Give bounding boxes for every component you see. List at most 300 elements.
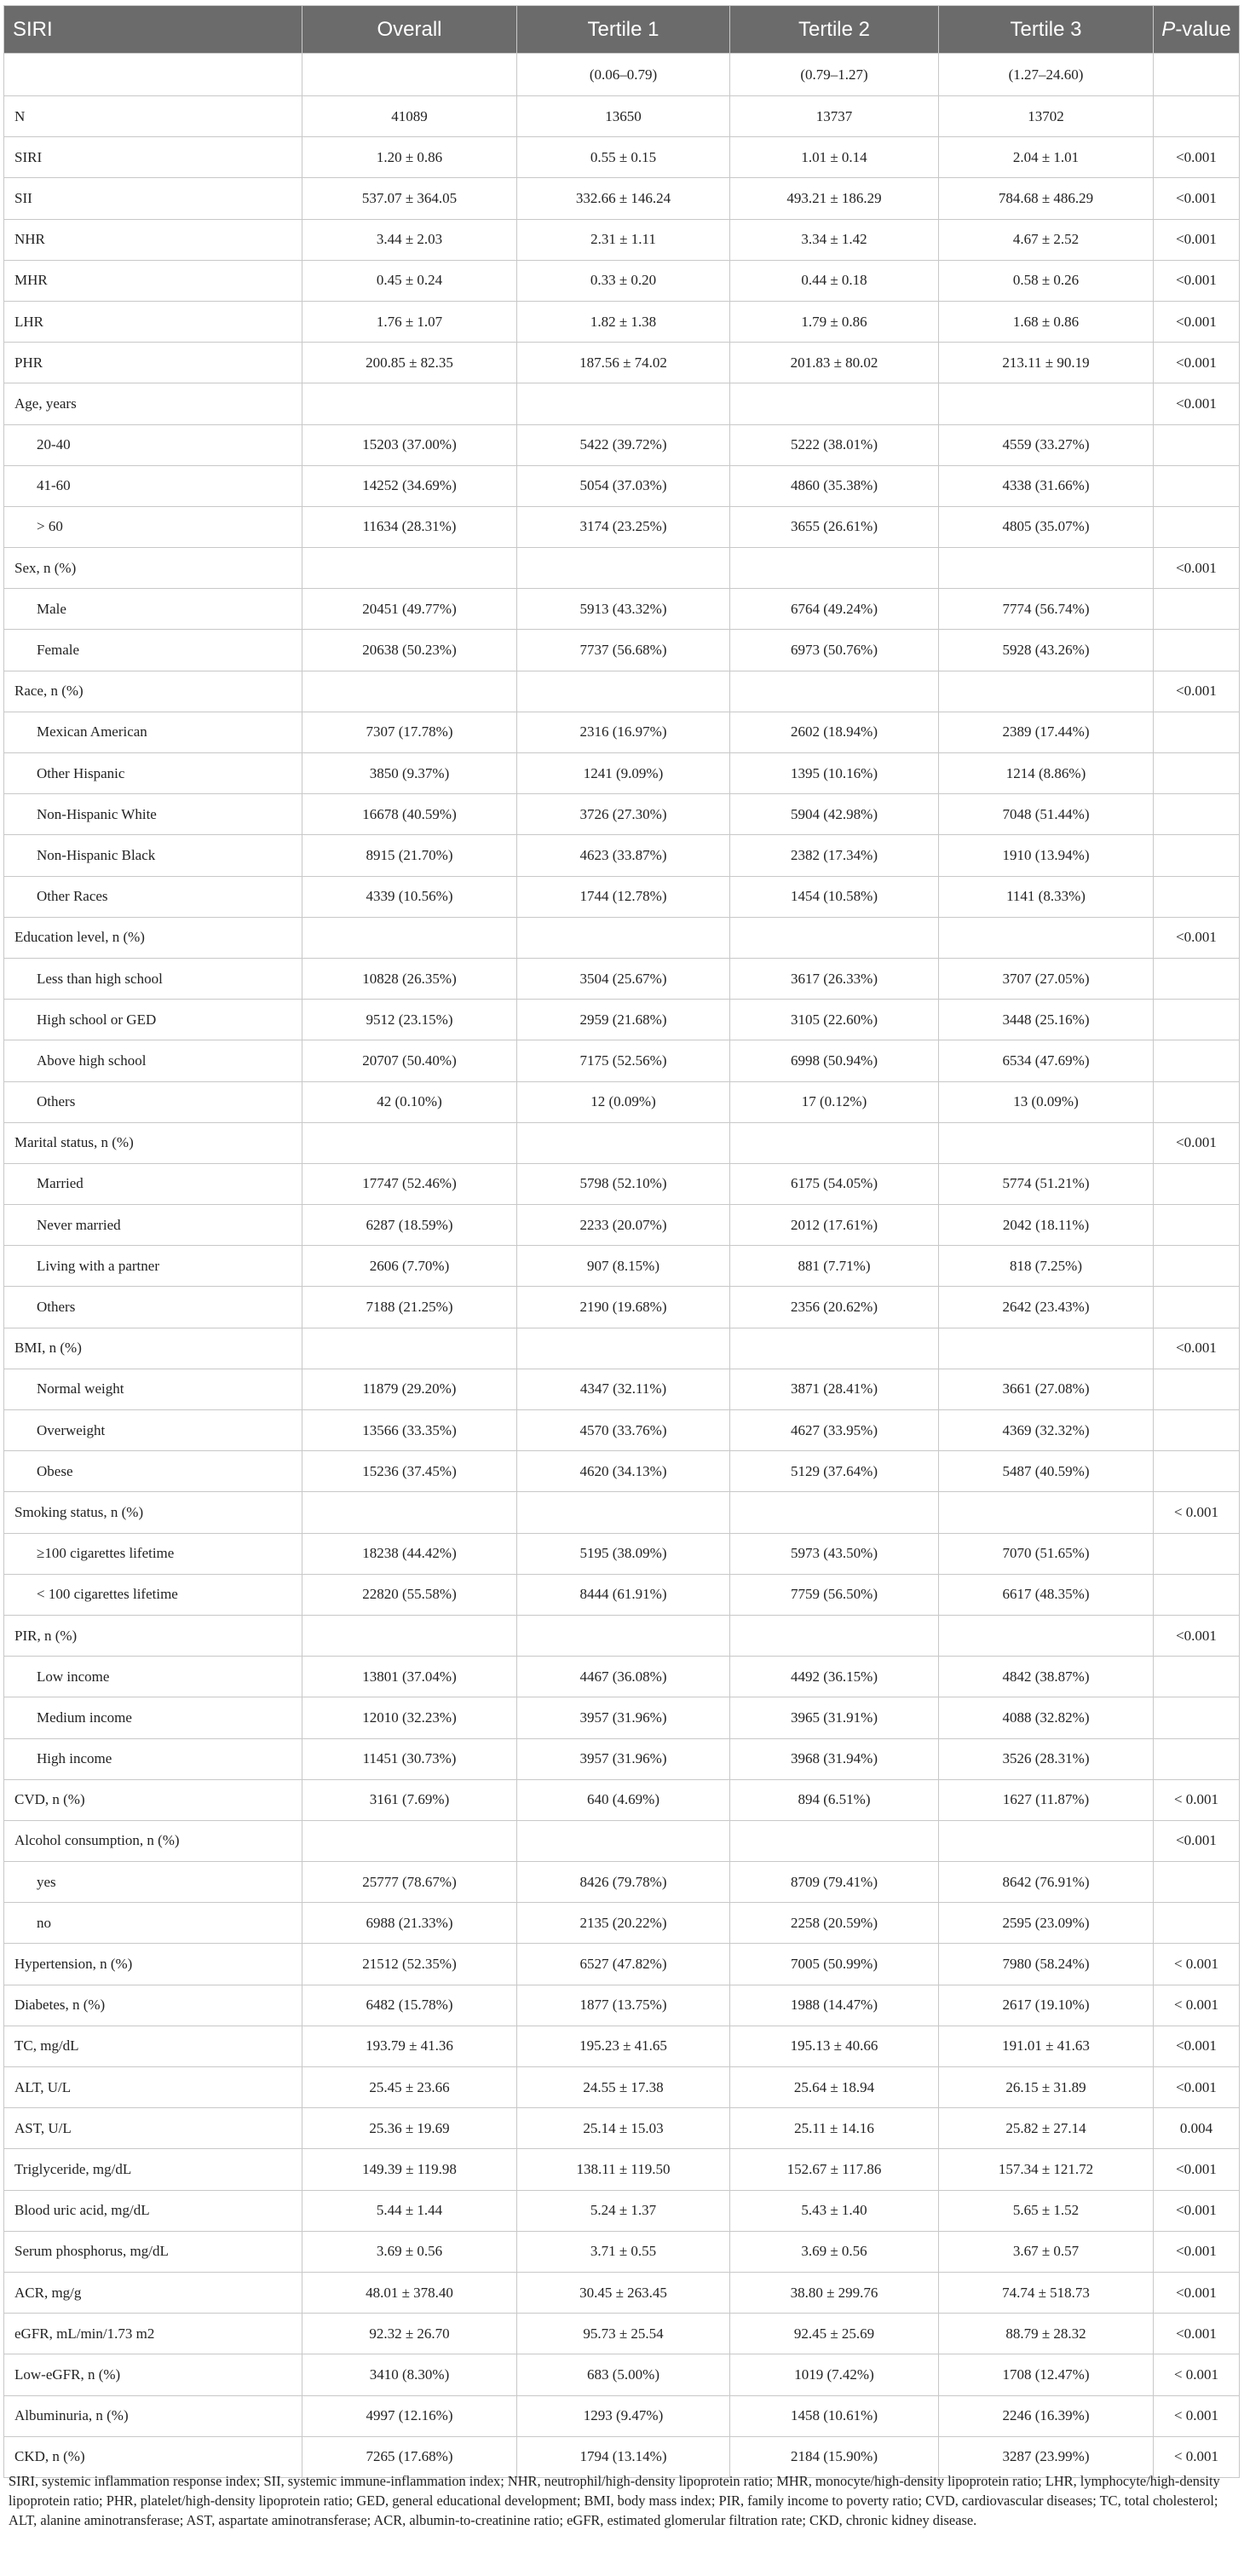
tertile-1-cell: 3957 (31.96%) [517, 1697, 730, 1738]
table-row [4, 1369, 1240, 1409]
tertile-2-cell [730, 1492, 939, 1533]
tertile-1-cell: 138.11 ± 119.50 [517, 2149, 730, 2190]
overall-cell: 2606 (7.70%) [302, 1246, 517, 1287]
overall-cell: 200.85 ± 82.35 [302, 343, 517, 383]
overall-cell: 25777 (78.67%) [302, 1862, 517, 1903]
row-label: ACR, mg/g [4, 2272, 302, 2313]
tertile-3-cell: 191.01 ± 41.63 [939, 2026, 1154, 2066]
tertile-2-cell: 4860 (35.38%) [730, 465, 939, 506]
p-value-cell [1154, 465, 1240, 506]
row-label: no [4, 1903, 302, 1944]
tertile-3-cell: 5928 (43.26%) [939, 630, 1154, 671]
table-row [4, 548, 1240, 589]
row-label: High income [4, 1738, 302, 1779]
table-row [4, 1000, 1240, 1040]
tertile-1-cell: 25.14 ± 15.03 [517, 2108, 730, 2149]
table-row [4, 178, 1240, 219]
p-value-cell: <0.001 [1154, 1615, 1240, 1656]
table-row [4, 1820, 1240, 1861]
tertile-3-cell: 2042 (18.11%) [939, 1205, 1154, 1246]
table-row [4, 96, 1240, 137]
row-label: NHR [4, 219, 302, 260]
overall-cell: 13801 (37.04%) [302, 1657, 517, 1697]
p-value-cell: < 0.001 [1154, 2395, 1240, 2436]
tertile-3-cell: 1910 (13.94%) [939, 835, 1154, 876]
row-label: Obese [4, 1451, 302, 1492]
overall-cell: 15203 (37.00%) [302, 424, 517, 465]
tertile-2-cell: 3617 (26.33%) [730, 958, 939, 999]
row-label: ≥100 cigarettes lifetime [4, 1533, 302, 1574]
p-value-cell: <0.001 [1154, 2026, 1240, 2066]
p-value-cell: <0.001 [1154, 178, 1240, 219]
row-label: Blood uric acid, mg/dL [4, 2190, 302, 2231]
p-value-cell [1154, 876, 1240, 917]
tertile-1-cell: 2316 (16.97%) [517, 712, 730, 752]
overall-cell: 12010 (32.23%) [302, 1697, 517, 1738]
table-row [4, 1903, 1240, 1944]
p-value-cell [1154, 1410, 1240, 1451]
tertile-2-cell: 3.34 ± 1.42 [730, 219, 939, 260]
tertile-3-cell: 3707 (27.05%) [939, 958, 1154, 999]
tertile-1-cell: 195.23 ± 41.65 [517, 2026, 730, 2066]
table-header-row [4, 6, 1240, 54]
table-row [4, 1122, 1240, 1163]
tertile-1-cell: 2.31 ± 1.11 [517, 219, 730, 260]
table-row [4, 1163, 1240, 1204]
tertile-3-cell: 213.11 ± 90.19 [939, 343, 1154, 383]
p-value-cell: <0.001 [1154, 219, 1240, 260]
subheader-cell: (1.27–24.60) [939, 54, 1154, 96]
tertile-2-cell [730, 917, 939, 958]
tertile-1-cell: 4623 (33.87%) [517, 835, 730, 876]
tertile-2-cell: 3871 (28.41%) [730, 1369, 939, 1409]
subheader-cell: (0.79–1.27) [730, 54, 939, 96]
tertile-1-cell: 3726 (27.30%) [517, 794, 730, 835]
tertile-2-cell: 2184 (15.90%) [730, 2436, 939, 2477]
tertile-3-cell: 1214 (8.86%) [939, 753, 1154, 794]
p-value-cell [1154, 1451, 1240, 1492]
tertile-3-cell: 5774 (51.21%) [939, 1163, 1154, 1204]
overall-cell [302, 917, 517, 958]
row-label: Medium income [4, 1697, 302, 1738]
row-label: TC, mg/dL [4, 2026, 302, 2066]
tertile-2-cell: 4627 (33.95%) [730, 1410, 939, 1451]
row-label: LHR [4, 301, 302, 342]
tertile-1-cell: 3957 (31.96%) [517, 1738, 730, 1779]
row-label: Non-Hispanic White [4, 794, 302, 835]
tertile-1-cell [517, 1122, 730, 1163]
tertile-3-cell: 7070 (51.65%) [939, 1533, 1154, 1574]
tertile-3-cell [939, 1328, 1154, 1369]
table-row [4, 1040, 1240, 1081]
tertile-2-cell: 2258 (20.59%) [730, 1903, 939, 1944]
tertile-3-cell: 3.67 ± 0.57 [939, 2231, 1154, 2272]
tertile-1-cell: 24.55 ± 17.38 [517, 2067, 730, 2108]
p-value-cell: <0.001 [1154, 917, 1240, 958]
row-label: yes [4, 1862, 302, 1903]
subheader-cell: (0.06–0.79) [517, 54, 730, 96]
row-label: PHR [4, 343, 302, 383]
table-row [4, 2314, 1240, 2354]
p-value-cell: <0.001 [1154, 137, 1240, 178]
overall-cell: 11879 (29.20%) [302, 1369, 517, 1409]
row-label: Less than high school [4, 958, 302, 999]
tertile-1-cell: 2190 (19.68%) [517, 1287, 730, 1328]
p-value-cell [1154, 1574, 1240, 1615]
tertile-2-cell: 1395 (10.16%) [730, 753, 939, 794]
table-row [4, 465, 1240, 506]
overall-cell: 48.01 ± 378.40 [302, 2272, 517, 2313]
overall-cell: 42 (0.10%) [302, 1081, 517, 1122]
row-label: High school or GED [4, 1000, 302, 1040]
tertile-2-cell: 0.44 ± 0.18 [730, 260, 939, 301]
overall-cell [302, 383, 517, 424]
table-row [4, 753, 1240, 794]
overall-cell: 21512 (52.35%) [302, 1944, 517, 1985]
p-value-cell: < 0.001 [1154, 1944, 1240, 1985]
tertile-3-cell [939, 383, 1154, 424]
tertile-1-cell: 5422 (39.72%) [517, 424, 730, 465]
tertile-2-cell: 3.69 ± 0.56 [730, 2231, 939, 2272]
p-value-cell: <0.001 [1154, 2190, 1240, 2231]
tertile-3-cell [939, 1492, 1154, 1533]
p-value-cell [1154, 794, 1240, 835]
tertile-2-cell: 1988 (14.47%) [730, 1985, 939, 2026]
tertile-3-cell: 88.79 ± 28.32 [939, 2314, 1154, 2354]
subheader-cell [1154, 54, 1240, 96]
row-label: Low income [4, 1657, 302, 1697]
p-value-cell [1154, 424, 1240, 465]
row-label: 20-40 [4, 424, 302, 465]
header-siri: SIRI [4, 6, 302, 54]
tertile-2-cell: 5973 (43.50%) [730, 1533, 939, 1574]
row-label: eGFR, mL/min/1.73 m2 [4, 2314, 302, 2354]
row-label: Age, years [4, 383, 302, 424]
tertile-3-cell [939, 917, 1154, 958]
tertile-1-cell: 5054 (37.03%) [517, 465, 730, 506]
row-label: CVD, n (%) [4, 1779, 302, 1820]
table-row [4, 958, 1240, 999]
tertile-3-cell: 25.82 ± 27.14 [939, 2108, 1154, 2149]
p-value-cell: <0.001 [1154, 301, 1240, 342]
p-value-cell [1154, 1040, 1240, 1081]
row-label: Living with a partner [4, 1246, 302, 1287]
p-value-cell: <0.001 [1154, 2314, 1240, 2354]
tertile-2-cell: 25.11 ± 14.16 [730, 2108, 939, 2149]
overall-cell: 3161 (7.69%) [302, 1779, 517, 1820]
tertile-3-cell: 13702 [939, 96, 1154, 137]
tertile-2-cell: 1019 (7.42%) [730, 2354, 939, 2395]
table-row [4, 2190, 1240, 2231]
tertile-3-cell [939, 671, 1154, 712]
overall-cell: 1.20 ± 0.86 [302, 137, 517, 178]
overall-cell: 22820 (55.58%) [302, 1574, 517, 1615]
row-label: Never married [4, 1205, 302, 1246]
table-row [4, 1287, 1240, 1328]
tertile-1-cell: 2135 (20.22%) [517, 1903, 730, 1944]
tertile-2-cell: 8709 (79.41%) [730, 1862, 939, 1903]
overall-cell: 9512 (23.15%) [302, 1000, 517, 1040]
p-value-cell [1154, 1697, 1240, 1738]
row-label: Race, n (%) [4, 671, 302, 712]
row-label: Normal weight [4, 1369, 302, 1409]
overall-cell [302, 671, 517, 712]
overall-cell: 4997 (12.16%) [302, 2395, 517, 2436]
tertile-3-cell: 3661 (27.08%) [939, 1369, 1154, 1409]
tertile-3-cell: 4.67 ± 2.52 [939, 219, 1154, 260]
row-label: CKD, n (%) [4, 2436, 302, 2477]
table-row [4, 1697, 1240, 1738]
tertile-1-cell: 4620 (34.13%) [517, 1451, 730, 1492]
table-row [4, 260, 1240, 301]
tertile-3-cell: 1.68 ± 0.86 [939, 301, 1154, 342]
row-label: Serum phosphorus, mg/dL [4, 2231, 302, 2272]
table-row [4, 2026, 1240, 2066]
overall-cell: 41089 [302, 96, 517, 137]
tertile-2-cell [730, 383, 939, 424]
table-row [4, 1410, 1240, 1451]
tertile-2-cell: 1454 (10.58%) [730, 876, 939, 917]
overall-cell: 3850 (9.37%) [302, 753, 517, 794]
tertile-3-cell [939, 1615, 1154, 1656]
row-label: PIR, n (%) [4, 1615, 302, 1656]
tertile-2-cell: 6764 (49.24%) [730, 589, 939, 630]
table-row [4, 1779, 1240, 1820]
tertile-1-cell: 3.71 ± 0.55 [517, 2231, 730, 2272]
tertile-2-cell: 5222 (38.01%) [730, 424, 939, 465]
tertile-3-cell: 2246 (16.39%) [939, 2395, 1154, 2436]
tertile-1-cell: 187.56 ± 74.02 [517, 343, 730, 383]
table-row [4, 2354, 1240, 2395]
row-label: Albuminuria, n (%) [4, 2395, 302, 2436]
baseline-characteristics-table [3, 5, 1240, 2478]
tertile-2-cell: 1.01 ± 0.14 [730, 137, 939, 178]
tertile-3-cell: 0.58 ± 0.26 [939, 260, 1154, 301]
p-value-cell [1154, 1163, 1240, 1204]
p-value-cell: <0.001 [1154, 548, 1240, 589]
tertile-3-cell: 818 (7.25%) [939, 1246, 1154, 1287]
overall-cell: 20707 (50.40%) [302, 1040, 517, 1081]
tertile-3-cell: 784.68 ± 486.29 [939, 178, 1154, 219]
tertile-3-cell: 2389 (17.44%) [939, 712, 1154, 752]
p-value-cell [1154, 1862, 1240, 1903]
p-value-cell: <0.001 [1154, 1122, 1240, 1163]
tertile-1-cell [517, 1820, 730, 1861]
subheader-cell [4, 54, 302, 96]
overall-cell [302, 1615, 517, 1656]
table-row [4, 2108, 1240, 2149]
header-overall: Overall [302, 6, 517, 54]
table-row [4, 2272, 1240, 2313]
tertile-1-cell: 1877 (13.75%) [517, 1985, 730, 2026]
tertile-1-cell: 8444 (61.91%) [517, 1574, 730, 1615]
tertile-3-cell: 2642 (23.43%) [939, 1287, 1154, 1328]
tertile-1-cell: 4467 (36.08%) [517, 1657, 730, 1697]
p-value-cell: < 0.001 [1154, 1985, 1240, 2026]
tertile-2-cell [730, 1328, 939, 1369]
tertile-2-cell: 894 (6.51%) [730, 1779, 939, 1820]
tertile-3-cell: 4559 (33.27%) [939, 424, 1154, 465]
row-label: BMI, n (%) [4, 1328, 302, 1369]
tertile-3-cell: 7048 (51.44%) [939, 794, 1154, 835]
tertile-1-cell: 30.45 ± 263.45 [517, 2272, 730, 2313]
table-row [4, 1451, 1240, 1492]
tertile-3-cell: 1627 (11.87%) [939, 1779, 1154, 1820]
tertile-2-cell: 1.79 ± 0.86 [730, 301, 939, 342]
table-row [4, 712, 1240, 752]
table-row [4, 424, 1240, 465]
row-label: AST, U/L [4, 2108, 302, 2149]
p-value-cell [1154, 1246, 1240, 1287]
tertile-2-cell: 2382 (17.34%) [730, 835, 939, 876]
tertile-2-cell: 6973 (50.76%) [730, 630, 939, 671]
overall-cell: 149.39 ± 119.98 [302, 2149, 517, 2190]
tertile-1-cell [517, 1492, 730, 1533]
overall-cell [302, 1328, 517, 1369]
tertile-1-cell: 7737 (56.68%) [517, 630, 730, 671]
overall-cell: 11634 (28.31%) [302, 506, 517, 547]
overall-cell: 18238 (44.42%) [302, 1533, 517, 1574]
tertile-3-cell: 7774 (56.74%) [939, 589, 1154, 630]
row-label: MHR [4, 260, 302, 301]
table-body [4, 54, 1240, 2478]
p-value-cell: 0.004 [1154, 2108, 1240, 2149]
tertile-3-cell: 4369 (32.32%) [939, 1410, 1154, 1451]
row-label: Diabetes, n (%) [4, 1985, 302, 2026]
row-label: Sex, n (%) [4, 548, 302, 589]
tertile-3-cell: 8642 (76.91%) [939, 1862, 1154, 1903]
p-value-cell: < 0.001 [1154, 2436, 1240, 2477]
row-label: 41-60 [4, 465, 302, 506]
tertile-1-cell: 4570 (33.76%) [517, 1410, 730, 1451]
tertile-1-cell: 1794 (13.14%) [517, 2436, 730, 2477]
tertile-3-cell: 4842 (38.87%) [939, 1657, 1154, 1697]
tertile-2-cell: 17 (0.12%) [730, 1081, 939, 1122]
p-value-cell [1154, 1903, 1240, 1944]
tertile-1-cell [517, 548, 730, 589]
tertile-2-cell: 5129 (37.64%) [730, 1451, 939, 1492]
p-value-cell [1154, 1369, 1240, 1409]
table-row [4, 1615, 1240, 1656]
tertile-1-cell: 95.73 ± 25.54 [517, 2314, 730, 2354]
tertile-1-cell: 7175 (52.56%) [517, 1040, 730, 1081]
row-label: Alcohol consumption, n (%) [4, 1820, 302, 1861]
tertile-2-cell: 7759 (56.50%) [730, 1574, 939, 1615]
p-value-cell: <0.001 [1154, 343, 1240, 383]
overall-cell: 10828 (26.35%) [302, 958, 517, 999]
overall-cell [302, 1820, 517, 1861]
tertile-1-cell: 12 (0.09%) [517, 1081, 730, 1122]
p-value-cell [1154, 506, 1240, 547]
overall-cell: 193.79 ± 41.36 [302, 2026, 517, 2066]
tertile-3-cell: 7980 (58.24%) [939, 1944, 1154, 1985]
table-row [4, 2149, 1240, 2190]
tertile-3-cell [939, 1122, 1154, 1163]
overall-cell: 20451 (49.77%) [302, 589, 517, 630]
tertile-1-cell: 1293 (9.47%) [517, 2395, 730, 2436]
tertile-2-cell: 6175 (54.05%) [730, 1163, 939, 1204]
p-value-cell [1154, 753, 1240, 794]
p-value-cell [1154, 835, 1240, 876]
tertile-2-cell: 5904 (42.98%) [730, 794, 939, 835]
tertile-3-cell: 3526 (28.31%) [939, 1738, 1154, 1779]
row-label: Hypertension, n (%) [4, 1944, 302, 1985]
tertile-3-cell: 2617 (19.10%) [939, 1985, 1154, 2026]
table-row [4, 835, 1240, 876]
tertile-1-cell [517, 671, 730, 712]
p-value-cell [1154, 1081, 1240, 1122]
table-row [4, 1657, 1240, 1697]
subheader-cell [302, 54, 517, 96]
row-label: Others [4, 1081, 302, 1122]
table-row [4, 2067, 1240, 2108]
table-row [4, 2395, 1240, 2436]
row-label: Mexican American [4, 712, 302, 752]
row-label: Triglyceride, mg/dL [4, 2149, 302, 2190]
p-value-cell [1154, 1287, 1240, 1328]
tertile-2-cell: 13737 [730, 96, 939, 137]
table-row [4, 1081, 1240, 1122]
overall-cell: 4339 (10.56%) [302, 876, 517, 917]
overall-cell: 16678 (40.59%) [302, 794, 517, 835]
row-label: ALT, U/L [4, 2067, 302, 2108]
overall-cell: 92.32 ± 26.70 [302, 2314, 517, 2354]
tertile-3-cell: 5.65 ± 1.52 [939, 2190, 1154, 2231]
table-row [4, 671, 1240, 712]
tertile-1-cell: 332.66 ± 146.24 [517, 178, 730, 219]
row-label: Married [4, 1163, 302, 1204]
tertile-2-cell: 3965 (31.91%) [730, 1697, 939, 1738]
p-value-cell: <0.001 [1154, 383, 1240, 424]
row-label: SII [4, 178, 302, 219]
table-row [4, 1246, 1240, 1287]
overall-cell: 11451 (30.73%) [302, 1738, 517, 1779]
overall-cell [302, 548, 517, 589]
tertile-3-cell: 157.34 ± 121.72 [939, 2149, 1154, 2190]
table-row [4, 1328, 1240, 1369]
p-value-cell: <0.001 [1154, 671, 1240, 712]
tertile-2-cell [730, 1615, 939, 1656]
tertile-2-cell: 493.21 ± 186.29 [730, 178, 939, 219]
overall-cell: 7188 (21.25%) [302, 1287, 517, 1328]
table-row [4, 343, 1240, 383]
table-row [4, 1205, 1240, 1246]
row-label: Female [4, 630, 302, 671]
p-value-cell [1154, 589, 1240, 630]
table-row [4, 1738, 1240, 1779]
p-value-cell: <0.001 [1154, 1328, 1240, 1369]
tertile-3-cell: 5487 (40.59%) [939, 1451, 1154, 1492]
overall-cell: 7307 (17.78%) [302, 712, 517, 752]
table-row [4, 301, 1240, 342]
tertile-1-cell: 5.24 ± 1.37 [517, 2190, 730, 2231]
tertile-3-cell: 4338 (31.66%) [939, 465, 1154, 506]
overall-cell: 14252 (34.69%) [302, 465, 517, 506]
tertile-1-cell: 5913 (43.32%) [517, 589, 730, 630]
p-value-cell [1154, 96, 1240, 137]
tertile-3-cell: 2595 (23.09%) [939, 1903, 1154, 1944]
tertile-3-cell: 6617 (48.35%) [939, 1574, 1154, 1615]
table-row [4, 506, 1240, 547]
table-row [4, 137, 1240, 178]
overall-cell: 6287 (18.59%) [302, 1205, 517, 1246]
tertile-3-cell: 4805 (35.07%) [939, 506, 1154, 547]
row-label: SIRI [4, 137, 302, 178]
tertile-2-cell: 3655 (26.61%) [730, 506, 939, 547]
overall-cell: 15236 (37.45%) [302, 1451, 517, 1492]
tertile-3-cell: 6534 (47.69%) [939, 1040, 1154, 1081]
tertile-3-cell: 2.04 ± 1.01 [939, 137, 1154, 178]
